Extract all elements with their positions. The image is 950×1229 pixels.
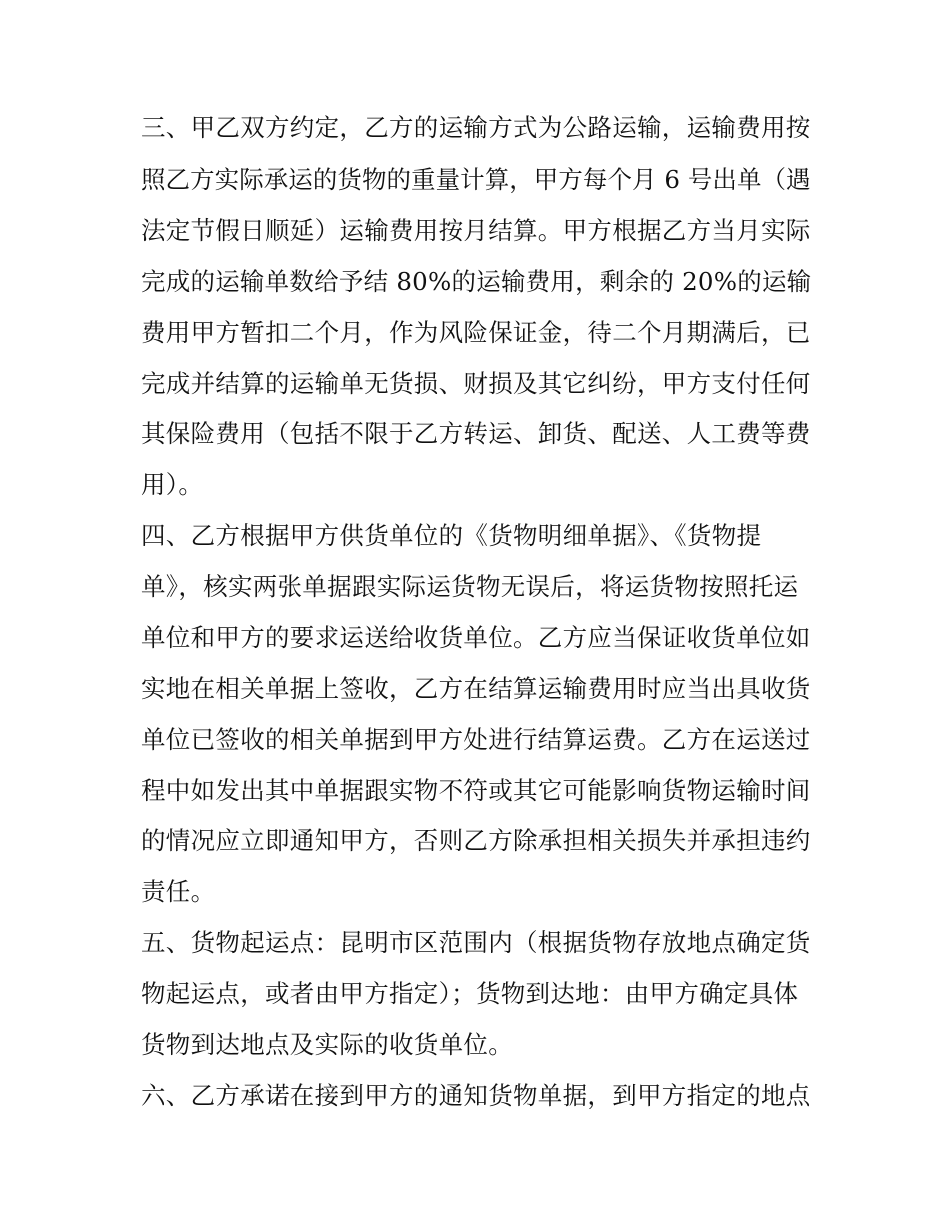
text-line: 单位和甲方的要求运送给收货单位。乙方应当保证收货单位如 [141, 623, 811, 652]
text-line: 法定节假日顺延）运输费用按月结算。甲方根据乙方当月实际 [141, 216, 811, 245]
text-line: 五、货物起运点：昆明市区范围内（根据货物存放地点确定货 [141, 928, 811, 957]
text-line: 的情况应立即通知甲方，否则乙方除承担相关损失并承担违约 [141, 826, 811, 855]
text-line: 费用甲方暂扣二个月，作为风险保证金，待二个月期满后，已 [141, 318, 811, 347]
text-line: 照乙方实际承运的货物的重量计算，甲方每个月 6 号出单（遇 [141, 165, 811, 194]
text-line: 其保险费用（包括不限于乙方转运、卸货、配送、人工费等费 [141, 419, 811, 448]
text-line: 三、甲乙双方约定，乙方的运输方式为公路运输，运输费用按 [141, 113, 811, 142]
text-line: 单》，核实两张单据跟实际运货物无误后，将运货物按照托运 [141, 572, 799, 601]
text-line: 物起运点，或者由甲方指定）；货物到达地：由甲方确定具体 [141, 979, 799, 1008]
text-line: 六、乙方承诺在接到甲方的通知货物单据，到甲方指定的地点 [141, 1081, 811, 1110]
text-line: 完成的运输单数给予结 80%的运输费用，剩余的 20%的运输 [141, 267, 812, 296]
text-line: 实地在相关单据上签收，乙方在结算运输费用时应当出具收货 [141, 674, 811, 703]
text-line: 四、乙方根据甲方供货单位的《货物明细单据》、《货物提 [141, 521, 762, 550]
text-line: 用）。 [141, 470, 204, 499]
text-line: 完成并结算的运输单无货损、财损及其它纠纷，甲方支付任何 [141, 369, 811, 398]
text-line: 单位已签收的相关单据到甲方处进行结算运费。乙方在运送过 [141, 725, 811, 754]
text-line: 程中如发出其中单据跟实物不符或其它可能影响货物运输时间 [141, 776, 811, 805]
text-line: 责任。 [141, 877, 216, 906]
text-line: 货物到达地点及实际的收货单位。 [141, 1030, 513, 1059]
